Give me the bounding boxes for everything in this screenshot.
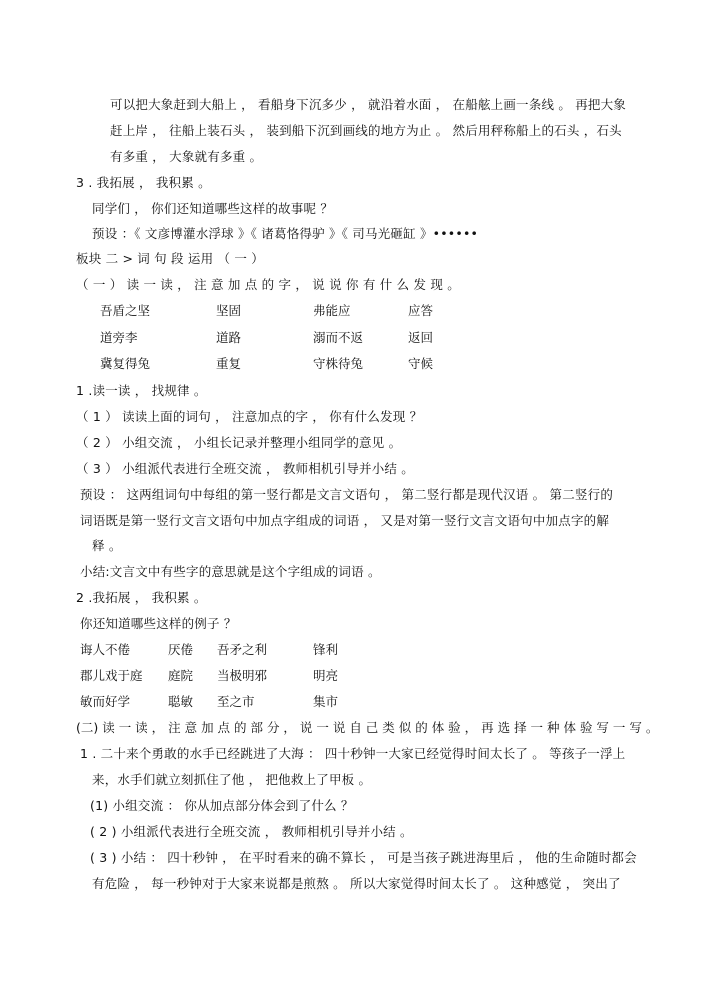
table-cell: 吾盾之坚: [100, 303, 151, 318]
paragraph-line: 赶上岸 ， 往船上装石头 ， 装到船下沉到画线的地方为止 。 然后用秤称船上的石头 ，石头: [110, 123, 622, 138]
step-item: （ 2 ） 小组交流 ， 小组长记录并整理小组同学的意见 。: [76, 435, 402, 450]
table-cell: 溺而不返: [313, 330, 364, 345]
step-item: ( 3 ) 小结 ： 四十秒钟 ， 在平时看来的确不算长 ， 可是当孩子跳进海里后 ， 他的生命随时都会: [90, 850, 637, 865]
summary-line: 小结:文言文中有些字的意思就是这个字组成的词语 。: [80, 564, 381, 579]
preset-line: 释 。: [92, 538, 122, 553]
table-cell: 坚固: [216, 303, 242, 318]
table-cell: 锋利: [313, 642, 339, 657]
paragraph-line: 可以把大象赶到大船上 ， 看船身下沉多少 ， 就沿着水面 ， 在船舷上画一条线 。 再把大象: [110, 97, 626, 112]
step-item: ( 2 ) 小组派代表进行全班交流 ， 教师相机引导并小结 。: [90, 824, 413, 839]
table-cell: 道路: [216, 330, 242, 345]
table-cell: 庭院: [168, 668, 194, 683]
part-heading: (二) 读 一 读 ， 注 意 加 点 的 部 分 ， 说 一 说 自 己 类 似 的 体 验 ， 再 选 择 一 种 体 验 写 一 写 。: [76, 720, 659, 735]
table-cell: 道旁李: [100, 330, 138, 345]
table-cell: 冀复得兔: [100, 356, 151, 371]
preset-line: 词语既是第一竖行文言文语句中加点字组成的词语 ， 又是对第一竖行文言文语句中加点字的解: [80, 513, 610, 528]
table-cell: 郡儿戏于庭: [80, 668, 143, 683]
paragraph-line: 有多重 ， 大象就有多重 。: [110, 149, 263, 164]
table-cell: 守候: [408, 356, 434, 371]
paragraph-line: 来，水手们就立刻抓住了他 ， 把他救上了甲板 。: [92, 772, 372, 787]
table-cell: 聪敏: [168, 694, 194, 709]
table-cell: 重复: [216, 356, 242, 371]
part-heading: （ 一 ） 读 一 读 ， 注 意 加 点 的 字 ， 说 说 你 有 什 么 发 现 。: [76, 277, 460, 292]
table-cell: 应答: [408, 303, 434, 318]
paragraph-line: 有危险 ， 每一秒钟对于大家来说都是煎熬 。 所以大家觉得时间太长了 。 这种感觉 ， 突出了: [92, 876, 621, 891]
step-item: （ 1 ） 读读上面的词句 ， 注意加点的字 ， 你有什么发现 ？: [76, 409, 423, 424]
table-cell: 诲人不倦: [80, 642, 131, 657]
preset-line: 预设 ： 这两组词句中每组的第一竖行都是文言文语句 ， 第二竖行都是现代汉语 。 第二竖行的: [80, 487, 614, 502]
step-item: （ 3 ） 小组派代表进行全班交流 ， 教师相机引导并小结 。: [76, 461, 414, 476]
question-line: 你还知道哪些这样的例子 ？: [80, 616, 237, 631]
step-heading: 1 .读一读 ， 找规律 。: [76, 383, 207, 398]
table-cell: 返回: [408, 330, 434, 345]
table-cell: 吾矛之利: [217, 642, 268, 657]
table-cell: 弗能应: [313, 303, 351, 318]
table-cell: 集市: [313, 694, 339, 709]
table-cell: 敏而好学: [80, 694, 131, 709]
table-cell: 明亮: [313, 668, 339, 683]
question-line: 同学们 ， 你们还知道哪些这样的故事呢 ？: [92, 201, 334, 216]
table-cell: 守株待兔: [313, 356, 364, 371]
table-cell: 厌倦: [168, 642, 194, 657]
preset-line: 预设 ：《 文彦博灌水浮球 》《 诸葛恪得驴 》《 司马光砸缸 》••••••: [92, 226, 479, 241]
paragraph-line: 1 . 二十来个勇敢的水手已经跳进了大海 ： 四十秒钟一大家已经觉得时间太长了 。 等孩子一浮上: [80, 746, 626, 761]
item-heading: 3 . 我拓展 ， 我积累 。: [76, 175, 211, 190]
step-item: (1) 小组交流 ： 你从加点部分体会到了什么 ？: [90, 798, 354, 813]
step-heading: 2 .我拓展 ， 我积累 。: [76, 590, 207, 605]
table-cell: 至之市: [217, 694, 255, 709]
table-cell: 当极明邪: [217, 668, 268, 683]
block-title: 板块 二 > 词 句 段 运用 （ 一 ）: [76, 251, 264, 266]
